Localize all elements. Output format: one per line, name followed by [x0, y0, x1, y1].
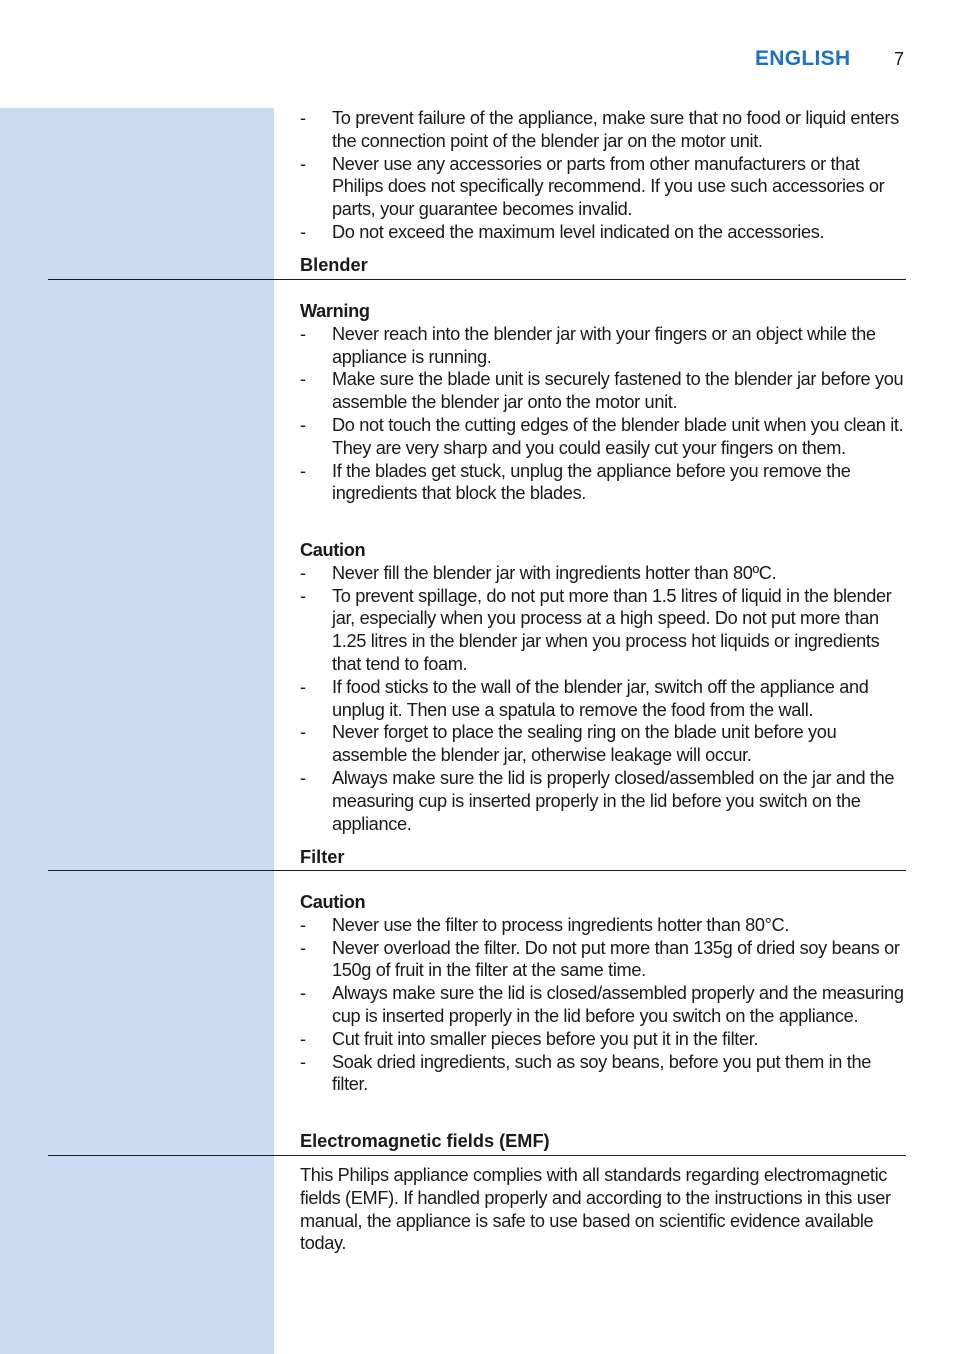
section-heading-filter: Filter: [300, 847, 345, 867]
caution-list: [300, 914, 904, 1096]
list-item: - To prevent failure of the appliance, make sure that no food or liquid enters the connection point of the blender jar on the motor unit.: [300, 107, 904, 153]
list-item: - Never overload the filter. Do not put more than 135g of dried soy beans or 150g of fruit in the filter at the same time.: [300, 937, 904, 983]
language-label: ENGLISH: [755, 47, 851, 70]
list-item: - Cut fruit into smaller pieces before you put it in the filter.: [300, 1028, 904, 1051]
emf-section: [300, 1164, 904, 1255]
list-item: - Never reach into the blender jar with your fingers or an object while the appliance is running.: [300, 323, 904, 369]
list-item: - Make sure the blade unit is securely fastened to the blender jar before you assemble the blender jar onto the motor unit.: [300, 368, 904, 414]
page-number: 7: [894, 49, 905, 69]
list-item: - Do not touch the cutting edges of the blender blade unit when you clean it. They are very sharp and you could easily cut your fingers on them.: [300, 414, 904, 460]
list-item: - Never fill the blender jar with ingredients hotter than 80ºC.: [300, 562, 904, 585]
intro-list: [300, 107, 904, 244]
list-item: - Never use the filter to process ingredients hotter than 80°C.: [300, 914, 904, 937]
section-divider: [48, 279, 906, 280]
section-heading-blender: Blender: [300, 255, 368, 275]
blender-warning-section: [300, 300, 904, 505]
intro-section: [300, 107, 904, 244]
warning-title: Warning: [300, 301, 370, 321]
list-item: - Soak dried ingredients, such as soy beans, before you put them in the filter.: [300, 1051, 904, 1097]
list-item: - If the blades get stuck, unplug the appliance before you remove the ingredients that block the blades.: [300, 460, 904, 506]
caution-title: Caution: [300, 540, 366, 560]
list-item: - To prevent spillage, do not put more than 1.5 litres of liquid in the blender jar, especially when you process at a high speed. Do not put more than 1.25 litres in the blender jar when you process hot liquids or ingredients that tend to foam.: [300, 585, 904, 676]
emf-paragraph: This Philips appliance complies with all standards regarding electromagnetic fields (EMF). If handled properly and according to the instructions in this user manual, the appliance is safe to use based on scientific evidence available today.: [300, 1165, 891, 1254]
blender-caution-section: [300, 539, 904, 835]
list-item: - If food sticks to the wall of the blender jar, switch off the appliance and unplug it. Then use a spatula to remove the food from the wall.: [300, 676, 904, 722]
list-item: - Always make sure the lid is properly closed/assembled on the jar and the measuring cup is inserted properly in the lid before you switch on the appliance.: [300, 767, 904, 835]
section-heading-emf: Electromagnetic fields (EMF): [300, 1131, 550, 1151]
list-item: - Never forget to place the sealing ring on the blade unit before you assemble the blender jar, otherwise leakage will occur.: [300, 721, 904, 767]
list-item: - Never use any accessories or parts from other manufacturers or that Philips does not specifically recommend. If you use such accessories or parts, your guarantee becomes invalid.: [300, 153, 904, 221]
filter-caution-section: [300, 891, 904, 1096]
list-item: - Do not exceed the maximum level indicated on the accessories.: [300, 221, 904, 244]
caution-title: Caution: [300, 892, 366, 912]
warning-list: [300, 323, 904, 505]
section-divider: [48, 1155, 906, 1156]
sidebar-band: [0, 108, 274, 1354]
list-item: - Always make sure the lid is closed/assembled properly and the measuring cup is inserted properly in the lid before you switch on the appliance.: [300, 982, 904, 1028]
caution-list: [300, 562, 904, 836]
section-divider: [48, 870, 906, 871]
